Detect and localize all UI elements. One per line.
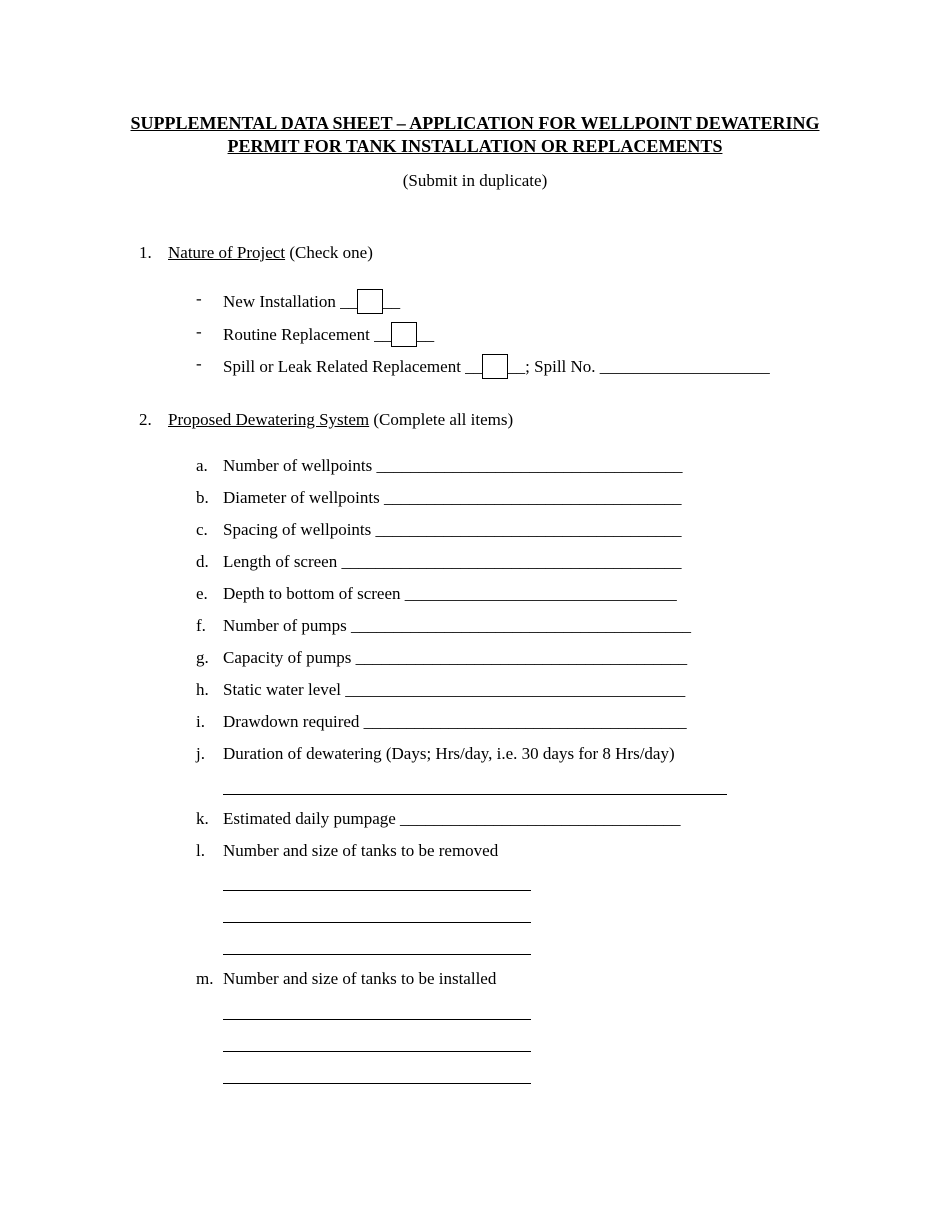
item-marker: i. [196,712,205,731]
item-text: Diameter of wellpoints ___________________________________ [223,488,682,507]
option-label: Spill or Leak Related Replacement __ [223,357,483,376]
item-text: Number of pumps ________________________________________ [223,616,691,635]
item-marker: h. [196,680,209,699]
item-marker: d. [196,552,209,571]
item-text: Length of screen ________________________________________ [223,552,682,571]
duration-answer-line[interactable] [223,794,727,795]
section-1-title: Nature of Project [168,243,286,262]
option-after-spill-number[interactable]: __; Spill No. ____________________ [508,357,770,376]
item-marker: f. [196,616,206,635]
item-marker: c. [196,520,208,539]
option-label: Routine Replacement __ [223,325,392,344]
tanks-removed-answer-line-2[interactable] [223,922,531,923]
option-after: __ [383,292,401,311]
form-title-line-2: PERMIT FOR TANK INSTALLATION OR REPLACEMENTS [227,136,723,156]
item-text: Duration of dewatering (Days; Hrs/day, i.e. 30 days for 8 Hrs/day) [223,744,675,763]
tanks-removed-answer-line-1[interactable] [223,890,531,891]
section-2-number: 2. [139,410,152,429]
section-2-heading [139,410,513,430]
routine-replacement-checkbox[interactable] [391,322,417,347]
form-subtitle: (Submit in duplicate) [402,171,548,190]
item-text: Number and size of tanks to be installed [223,969,497,988]
section-2-note: (Complete all items) [373,410,514,429]
item-text: Depth to bottom of screen ________________________________ [223,584,677,603]
tanks-removed-answer-line-3[interactable] [223,954,531,955]
item-text: Drawdown required ______________________________________ [223,712,687,731]
tanks-installed-answer-line-3[interactable] [223,1083,531,1084]
item-marker: e. [196,584,208,603]
option-marker: - [196,289,202,308]
item-marker: k. [196,809,209,828]
item-text: Spacing of wellpoints ____________________________________ [223,520,682,539]
item-text: Capacity of pumps _______________________________________ [223,648,688,667]
section-1-note: (Check one) [289,243,373,262]
option-marker: - [196,322,202,341]
section-2-title: Proposed Dewatering System [168,410,370,429]
item-marker: b. [196,488,209,507]
tanks-installed-answer-line-1[interactable] [223,1019,531,1020]
item-marker: j. [196,744,205,763]
item-marker: a. [196,456,208,475]
item-text: Static water level ________________________________________ [223,680,686,699]
item-text: Number and size of tanks to be removed [223,841,499,860]
tanks-installed-answer-line-2[interactable] [223,1051,531,1052]
option-after: __ [417,325,435,344]
item-marker: g. [196,648,209,667]
item-marker: l. [196,841,205,860]
section-1-number: 1. [139,243,152,262]
spill-leak-replacement-checkbox[interactable] [482,354,508,379]
option-label: New Installation __ [223,292,358,311]
section-1-heading [139,243,373,263]
item-text: Estimated daily pumpage _________________________________ [223,809,681,828]
item-marker: m. [196,969,214,988]
new-installation-checkbox[interactable] [357,289,383,314]
option-marker: - [196,354,202,373]
item-text: Number of wellpoints ____________________________________ [223,456,683,475]
form-title-line-1: SUPPLEMENTAL DATA SHEET – APPLICATION FOR WELLPOINT DEWATERING [130,113,820,133]
